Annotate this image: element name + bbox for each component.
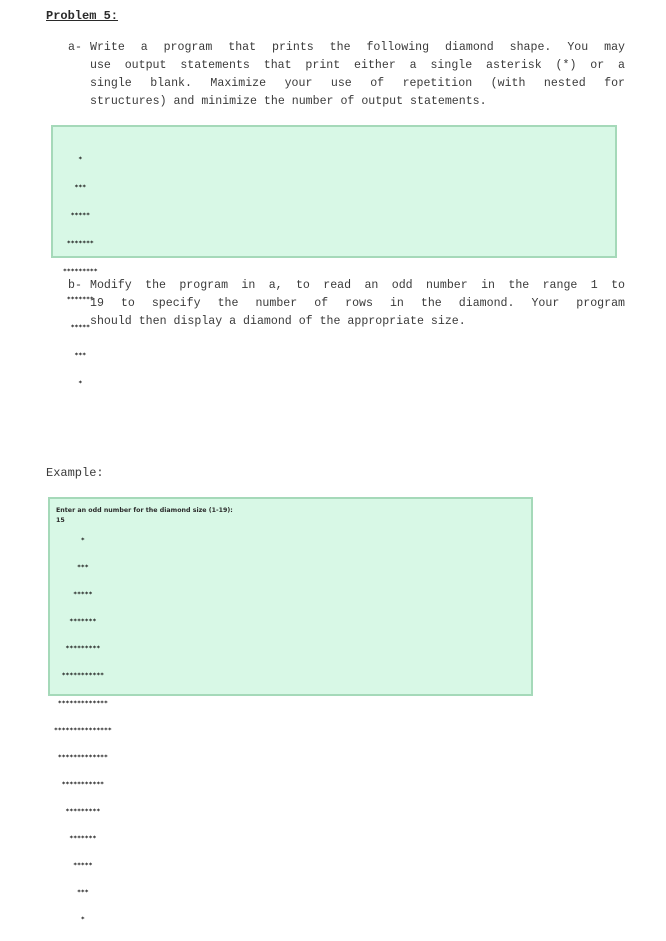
- part-a-text: [90, 39, 625, 111]
- diamond-row: *********: [54, 644, 101, 653]
- diamond-row: ***********: [54, 671, 105, 680]
- diamond-row: *****: [54, 590, 93, 599]
- part-a-line: single blank. Maximize your use of repetition (with nested for: [90, 77, 625, 90]
- problem-title: Problem 5:: [46, 9, 119, 23]
- example-diamond-shape: [54, 519, 112, 941]
- diamond-row: *******: [54, 617, 97, 626]
- diamond-row: *: [54, 915, 85, 924]
- console-prompt: Enter an odd number for the diamond size (1-19):: [56, 507, 233, 514]
- diamond-row: ***: [63, 351, 87, 359]
- diamond-row: *******: [63, 295, 94, 303]
- diamond-row: *******: [63, 239, 94, 247]
- part-b-text: [90, 277, 625, 331]
- part-b-question: [68, 277, 625, 331]
- diamond-row: *******: [54, 834, 97, 843]
- diamond-shape: [63, 137, 98, 405]
- console-input-value: 15: [56, 517, 65, 524]
- example-label: Example:: [46, 466, 104, 480]
- diamond-row: *: [63, 379, 83, 387]
- diamond-row: *************: [54, 752, 108, 761]
- diamond-row: *********: [54, 806, 101, 815]
- part-b-line: 19 to specify the number of rows in the diamond. Your program: [90, 297, 625, 310]
- diamond-row: *********: [63, 267, 98, 275]
- diamond-row: *: [63, 155, 83, 163]
- diamond-row: *****: [63, 323, 90, 331]
- diamond-row: ***: [63, 183, 87, 191]
- diamond-row: ***********: [54, 779, 105, 788]
- diamond-row: ***************: [54, 725, 112, 734]
- diamond-row: ***: [54, 888, 89, 897]
- part-b-line: should then display a diamond of the appropriate size.: [90, 315, 466, 328]
- part-b-label: b-: [68, 279, 82, 292]
- part-b-line: Modify the program in a, to read an odd number in the range 1 to: [90, 279, 625, 292]
- example-console-box: [48, 497, 533, 924]
- part-a-line: structures) and minimize the number of output statements.: [90, 95, 487, 108]
- diamond-row: *************: [54, 698, 108, 707]
- part-a-line: Write a program that prints the following diamond shape. You may: [90, 41, 625, 54]
- part-a-label: a-: [68, 41, 82, 54]
- part-a-question: [68, 39, 625, 111]
- diamond-row: ***: [54, 563, 89, 572]
- diamond-row: *: [54, 536, 85, 544]
- diamond-row: *****: [63, 211, 90, 219]
- part-a-line: use output statements that print either a single asterisk (*) or a: [90, 59, 625, 72]
- diamond-row: *****: [54, 861, 93, 870]
